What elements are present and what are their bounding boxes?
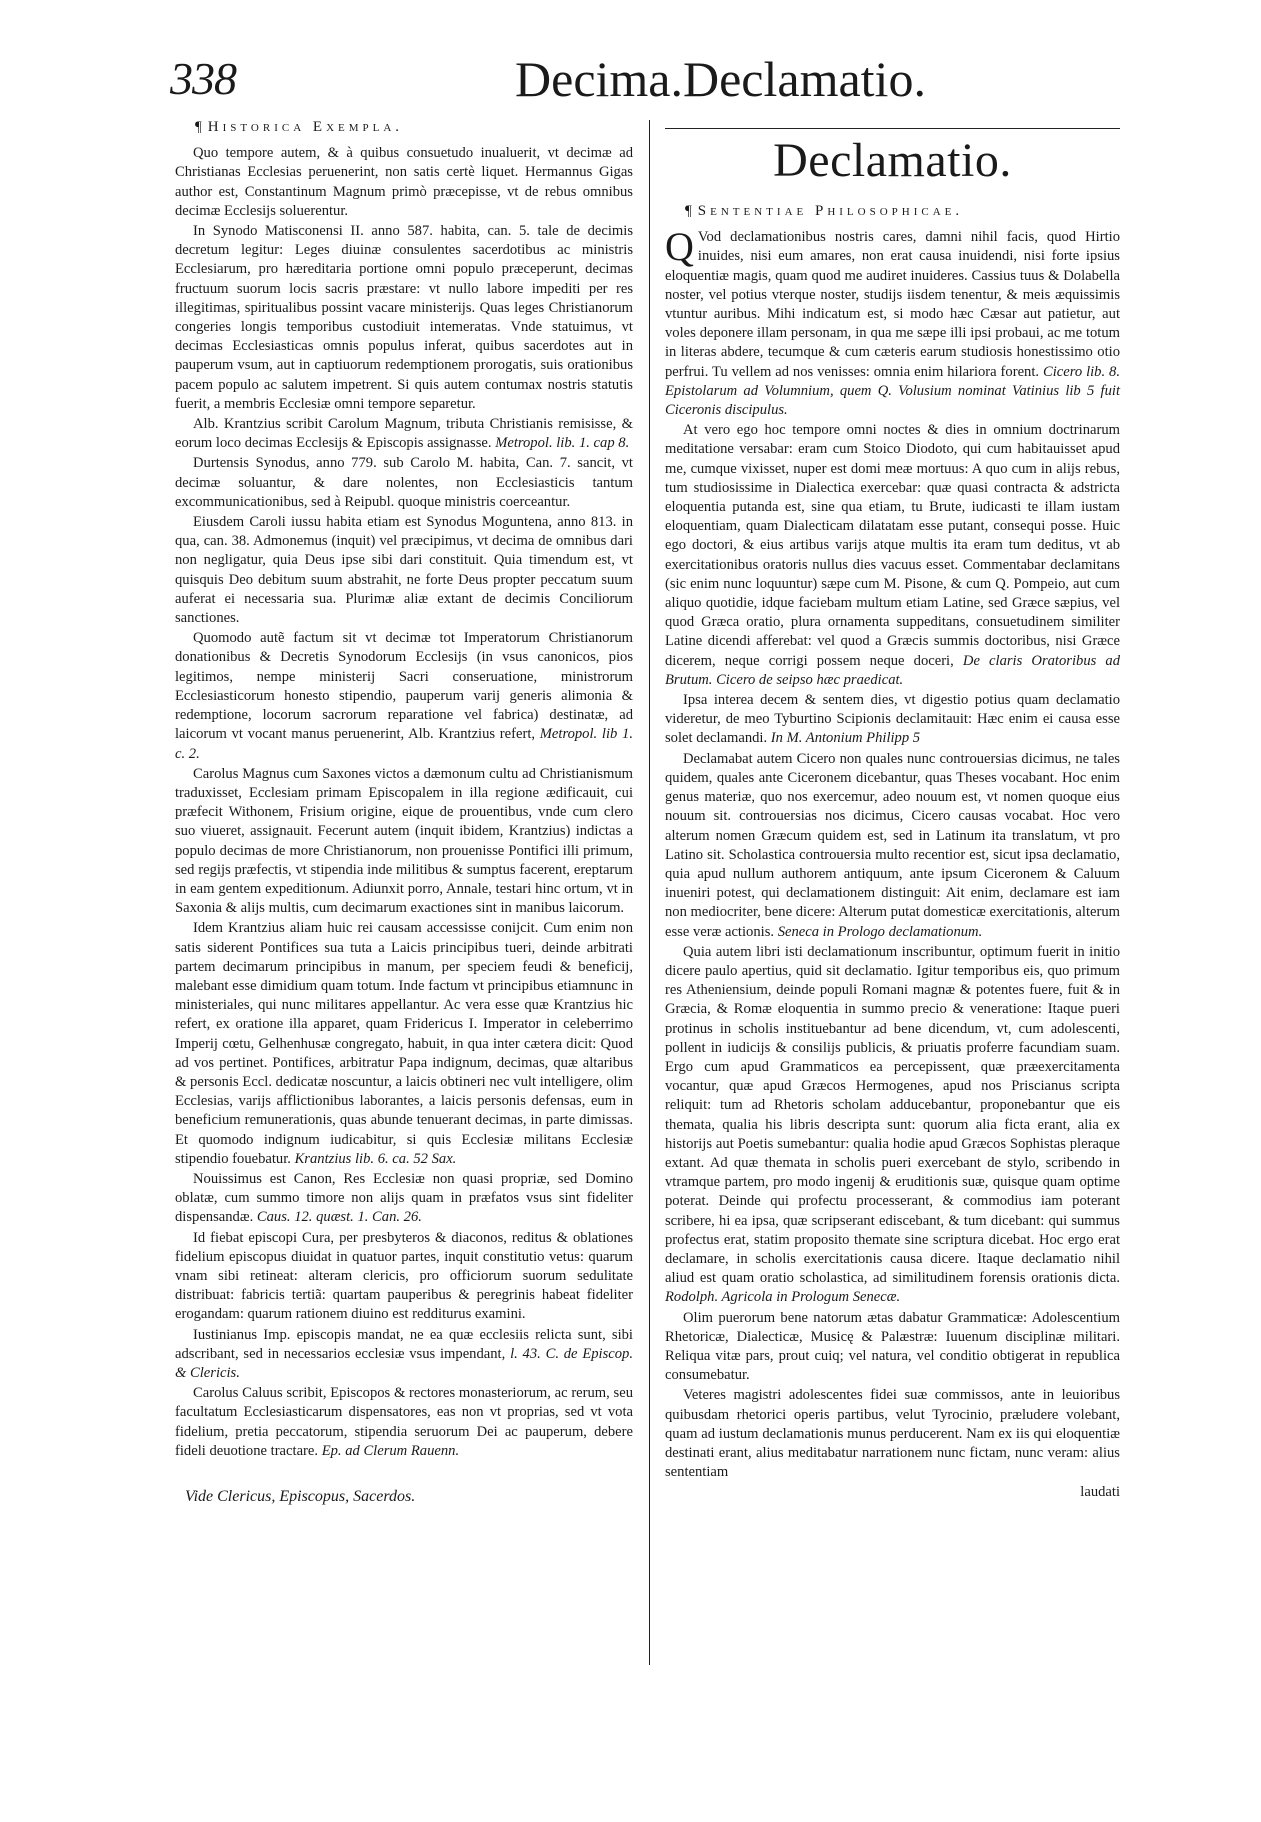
paragraph bbox=[665, 224, 1120, 420]
paragraph bbox=[665, 750, 1120, 942]
paragraph bbox=[175, 1326, 633, 1384]
paragraph-text: Veteres magistri adolescentes fidei suæ commissos, ante in leuioribus quibusdam rhetorici operis partibus, velut Tyrocinio, præludere volebant, quam ad iustum declamationis munus perducerent. Nam ex iis qui eloquentiæ destinati erant, alius meditabatur narrationem nunc fictam, nunc veram: alius sententiam bbox=[665, 1387, 1120, 1481]
running-title: Decima.Declamatio. bbox=[515, 51, 926, 107]
paragraph-text: Ipsa interea decem & sentem dies, vt digestio potius quam declamatio videretur, de meo Tyburtino Scipionis declamitauit: Hæc enim ei causa esse solet declamandi. bbox=[665, 692, 1120, 747]
paragraph bbox=[175, 144, 633, 221]
paragraph-text: Olim puerorum bene natorum ætas dabatur Grammaticæ: Adolescentium Rhetoricæ, Dialecticæ, Musicę & Palæstræ: Iuuenum disciplinæ militari. Reliqua vitæ pars, prout cuiq; vel natura, vel conditio obtigerat in republica consumebatur. bbox=[665, 1309, 1120, 1384]
catchword: laudati bbox=[1080, 1484, 1120, 1501]
paragraph bbox=[665, 691, 1120, 749]
paragraph bbox=[175, 629, 633, 763]
paragraph bbox=[175, 454, 633, 512]
left-paragraphs bbox=[175, 144, 633, 1461]
citation-reference: Cicero lib. 8. Epistolarum ad Volumnium, quem Q. Volusium nominat Vatinius lib 5 fuit Ciceronis discipulus. bbox=[665, 363, 1120, 419]
citation-reference: Rodolph. Agricola in Prologum Senecæ. bbox=[665, 1289, 901, 1306]
paragraph bbox=[175, 513, 633, 628]
declamatio-title: Declamatio. bbox=[773, 134, 1012, 187]
citation-reference: l. 43. C. de Episcop. & Clericis. bbox=[175, 1345, 633, 1381]
right-column bbox=[665, 112, 1120, 1504]
paragraph-text: Iustinianus Imp. episcopis mandat, ne ea quæ ecclesiis relicta sunt, sibi adscribant, sed in necessarios ecclesiæ vsus impendant, bbox=[175, 1326, 633, 1362]
paragraph-text: Declamabat autem Cicero non quales nunc controuersias dicimus, ne tales quidem, quales ante Ciceronem dicebantur, quas Theses vocabant. Hoc enim genus materiæ, quo nos exercemur, adeo nouum est, vt nomen quoque eius nouum sit. controuersias nos dicimus, Cicero causas vocabat. Hoc vero alterum nomen Græcum quidem est, sed in Latinum ita translatum, vt pro Latino sit. Scholastica controuersia multo recentior est, sicut ipsa declamatio, quia apud nullum authorem antiquum, ante ipsum Ciceronem & Caluum inueniri potest, qui declamationem distinguit: Ait enim, declamare est iam non mediocriter, bene dicere: Alterum putat domesticæ exercitationis, alterum esse veræ actionis. bbox=[665, 750, 1120, 940]
paragraph-text: Idem Krantzius aliam huic rei causam accessisse conijcit. Cum enim non satis siderent Pontifices sua tuta a Laicis principibus tueri, deinde arbitrati partem decimarum principibus in manum, per speciem feudi & beneficij, malebant esse dimidium quam totum. Inde factum vt principibus etiamnunc in ministeriales, qui nunc militares appellantur. Ac vera esse quæ Krantzius hic refert, ex oratione illa apparet, quam Fridericus I. Imperator in celeberrimo Imperij cœtu, Gelhenhusæ congregato, habuit, in qua inter cætera dicit: Quod ad vos pertinet. Pontifices, arbitratur Papa indignum, decimas, quæ altaribus & personis Eccl. dedicatæ noscuntur, a laicis obtineri nec vult intelligere, olim Ecclesias, varijs afflictionibus laborantes, a laicis personis defensas, eum in beneficium remunerationis, quas abunde tenuerant decimas, in parte dimissas. Et quomodo indignum iudicabitur, si quis Ecclesiæ militans Ecclesiæ stipendio fouebatur. bbox=[175, 920, 633, 1167]
see-also-note: Vide Clericus, Episcopus, Sacerdos. bbox=[185, 1488, 416, 1506]
citation-reference: In M. Antonium Philipp 5 bbox=[770, 730, 921, 747]
paragraph bbox=[175, 1229, 633, 1325]
paragraph bbox=[175, 1384, 633, 1461]
paragraph bbox=[175, 222, 633, 414]
paragraph-text: Carolus Magnus cum Saxones victos a dæmonum cultu ad Christianismum traduxisset, Ecclesiam primam Episcopalem in illa regione ædificauit, cui præfecit Withonem, Frisium origine, eique de prouentibus, vnde cum clero suo viueret, assignauit. Fecerunt autem (inquit ibidem, Krantzius) indictas a populo decimas de more Christianorum, non prouenisse Pontifici illi primum, sed regijs præfectis, vt stipendia inde militibus & sumptus facerent, ereptarum in eam gentem expeditionum. Adiunxit porro, Annale, testari hinc ortum, vt in Saxonia & alijs multis, cum decimarum exactiones sint in manibus laicorum. bbox=[175, 765, 633, 917]
paragraph-text: Nouissimus est Canon, Res Ecclesiæ non quasi propriæ, sed Domino oblatæ, cum summo timore non alijs quam in præfatos vsus sint fideliter dispensandæ. bbox=[175, 1170, 633, 1226]
pilcrow-icon: ¶ bbox=[685, 203, 692, 219]
page-number: 338 bbox=[170, 53, 236, 104]
citation-reference: Krantzius lib. 6. ca. 52 Sax. bbox=[294, 1150, 457, 1167]
paragraph-text: Eiusdem Caroli iussu habita etiam est Synodus Moguntena, anno 813. in qua, can. 38. Admonemus (inquit) vel præcipimus, vt decima de omnibus dari non negligatur, quia Deus ipse sibi dari constituit. Quia timendum est, vt quisquis Deo debitum suum abstrahit, ne forte Deus propter peccatum suum auferat ei necessaria sua. Plurimæ aliæ extant de decimis Conciliorum sanctiones. bbox=[175, 514, 633, 627]
column-divider bbox=[649, 120, 650, 1665]
paragraph bbox=[665, 1386, 1120, 1482]
citation-reference: Seneca in Prologo declamationum. bbox=[777, 923, 983, 940]
paragraph bbox=[175, 1170, 633, 1228]
paragraph bbox=[175, 765, 633, 919]
paragraph-text: Quia autem libri isti declamationum inscribuntur, optimum fuerit in initio dicere paulo apertius, quid sit declamatio. Igitur temporibus eis, quo primum res Atheniensium, deinde populi Romani magnæ & potentes fuere, fuit & in Græcia, & Romæ eloquentia in summo precio & veneratione: Itaque pueri protinus in scholis instituebantur ad bene dicendum, vt, cum adolescenti, pollent in iudicijs & consilijs publicis, & priuatis proferre facundiam suam. Ergo cum apud Grammaticos ea percepissent, quæ præexercitamenta vocantur, quæ apud Græcos Hermogenes, apud nos Priscianus scripta reliquit: tum ad Rhetoris scholam adducebantur, proponebantur que eis themata, qualia his libris descripta sunt: quorum alia ficta erant, alia ex historijs aut Poetis sumebantur: qualia hodie apud Græcos Sophistas pleraque extant. Ad quæ themata in scholis pueri exercebant de stylo, scribendo in vtramque partem, pro modo ingenij & eruditionis suæ, quisque quam optime poterat. Deinde qui profectu processerant, & commodius iam poterant scribere, hi ea ipsa, quæ scripserant ediscebant, & tum dicebant: qui summus profectus erat, statim proposito themate sine scriptura dicebat. Hoc ergo erat declamare, in scholis exercitationis causa dicere. Itaque declamatio nihil aliud est quam oratio scholastica, ad similitudinem forensis orationis dicta. bbox=[665, 943, 1120, 1287]
paragraph-text: Vod declamationibus nostris cares, damni nihil facis, quod Hirtio inuides, nisi eum amares, non erat causa inuidendi, nisi forte ipsius eloquentiæ magis, quam quod me audiret inuideres. Cassius tuus & Dolabella noster, vel potius vterque noster, studijs iisdem tenentur, & meis æquissimis vtuntur auribus. Mihi indicatum est, si modo hæc Cæsar aut patietur, aut voles deponere illam personam, in qua me sæpe illi ipsi probaui, ac me totum in literas abdere, tecumque & cum cæteris earum studiosis honestissimo otio perfrui. Tu vellem ad nos venisses: omnia enim hilariora forent. bbox=[665, 229, 1120, 380]
citation-reference: Metropol. lib. 1. cap 8. bbox=[495, 435, 630, 452]
pilcrow-icon: ¶ bbox=[195, 119, 202, 135]
paragraph-text: Quomodo autẽ factum sit vt decimæ tot Imperatorum Christianorum donationibus & Decretis Synodorum Ecclesijs (in vsus canonicos, pios legitimos, nempe ministerij Sacri conseruatione, ministrorum Ecclesiasticorum honesto stipendio, pauperum varij generis alimonia & redemptione, locorum sacrorum reparatione vel fabrica) destinatæ, ad laicorum vt vocant manus peruenerint, Alb. Krantzius refert, bbox=[175, 630, 633, 743]
paragraph bbox=[175, 919, 633, 1169]
section-heading-historica: ¶ Historica Exempla. bbox=[195, 119, 404, 135]
paragraph bbox=[665, 943, 1120, 1308]
section-heading-sententiae: ¶ Sententiae Philosophicae. bbox=[685, 203, 964, 219]
right-paragraphs bbox=[665, 224, 1121, 1482]
drop-cap: Q bbox=[665, 224, 694, 270]
paragraph-text: Id fiebat episcopi Cura, per presbyteros & diaconos, reditus & oblationes fidelium episcopus diuidat in quatuor partes, inquit constitutio vetus: quarum vnam sibi retineat: alteram clericis, pro officiorum suorum sedulitate distribuat: fabricis tertiã: quartam pauperibus & peregrinis habeat fideliter erogandam: quarum rationem diuino est redditurus examini. bbox=[175, 1229, 633, 1323]
paragraph-text: Durtensis Synodus, anno 779. sub Carolo M. habita, Can. 7. sancit, vt decimæ soluantur, & dare nolentes, non Ecclesiasticis tantum excommunicationibus, sed à Reipubl. quoque ministris coerceantur. bbox=[175, 455, 633, 510]
paragraph-text: Quo tempore autem, & à quibus consuetudo inualuerit, vt decimæ ad Christianas Ecclesias peruenerint, non satis certè liquet. Hermannus Gigas author est, Constantinum Magnum primò præcepisse, vt de rebus omnibus decimæ Ecclesijs soluerentur. bbox=[175, 145, 633, 219]
paragraph-text: In Synodo Matisconensi II. anno 587. habita, can. 5. tale de decimis decretum legitur: Leges diuinæ consulentes sacerdotibus ac ministris Ecclesiarum, pro hæreditaria portione omni populo præceperunt, decimas fructuum suorum locis sacris præstare: vt nullo labore impediti per res illegitimas, spiritualibus possint vacare ministerijs. Quas leges Christianorum congeries longis temporibus custodiuit intemeratas. Vnde statuimus, vt decimas Ecclesiasticas omnis populus inferat, quibus sacerdotes aut in pauperum vsum, aut in captiuorum redemptionem prorogatis, suis orationibus pacem populo ac salutem impetrent. Si quis autem contumax nostris statutis fuerit, a membris Ecclesiæ omni tempore separetur. bbox=[175, 223, 633, 412]
paragraph bbox=[665, 421, 1120, 690]
citation-reference: De claris Oratoribus ad Brutum. Cicero de seipso hæc praedicat. bbox=[665, 652, 1121, 688]
left-column bbox=[175, 118, 633, 1506]
paragraph-text: Alb. Krantzius scribit Carolum Magnum, tributa Christianis remisisse, & eorum loco decimas Ecclesijs & Episcopis assignasse. bbox=[175, 416, 633, 452]
paragraph bbox=[665, 1309, 1120, 1386]
paragraph-text: At vero ego hoc tempore omni noctes & dies in omnium doctrinarum meditatione versabar: eram cum Stoico Diodoto, qui cum habitauisset apud me, cumque vixisset, nuper est domi meæ mortuus: A quo cum in alijs rebus, tum studiosissime in Dialectica exercebar: quæ quasi contracta & adstricta eloquentia putanda est, sine qua etiam, tu Brute, iudicasti te illam iustam eloquentiam, quam Dialecticam dilatatam esse putant, consequi posse. Huic ego doctori, & eius artibus varijs atque multis ita eram tum deditus, vt ab exercitationibus oratoris nullus dies vacuus esset. Commentabar declamitans (sic enim nunc loquuntur) sæpe cum M. Pisone, & cum Q. Pompeio, aut cum aliquo quotidie, idque faciebam multum etiam Latine, sed Græce sæpius, vel quod Græca oratio, plura ornamenta suppeditans, consuetudinem similiter Latine dicendi afferebat: vel quod a Græcis summis doctoribus, nisi Græce dicerem, neque corrigi possem neque doceri, bbox=[665, 422, 1120, 669]
citation-reference: Caus. 12. quæst. 1. Can. 26. bbox=[256, 1209, 422, 1226]
paragraph bbox=[175, 415, 633, 453]
citation-reference: Metropol. lib 1. c. 2. bbox=[175, 726, 633, 762]
paragraph-text: Carolus Caluus scribit, Episcopos & rectores monasteriorum, ac rerum, seu facultatum Ecclesiasticarum dispensatores, eas non vt proprias, sed vt vota fidelium, pretia peccatorum, stipendia seruorum Dei ac pauperum, debere fideli deuotione tractare. bbox=[175, 1385, 633, 1459]
citation-reference: Ep. ad Clerum Rauenn. bbox=[321, 1442, 460, 1459]
